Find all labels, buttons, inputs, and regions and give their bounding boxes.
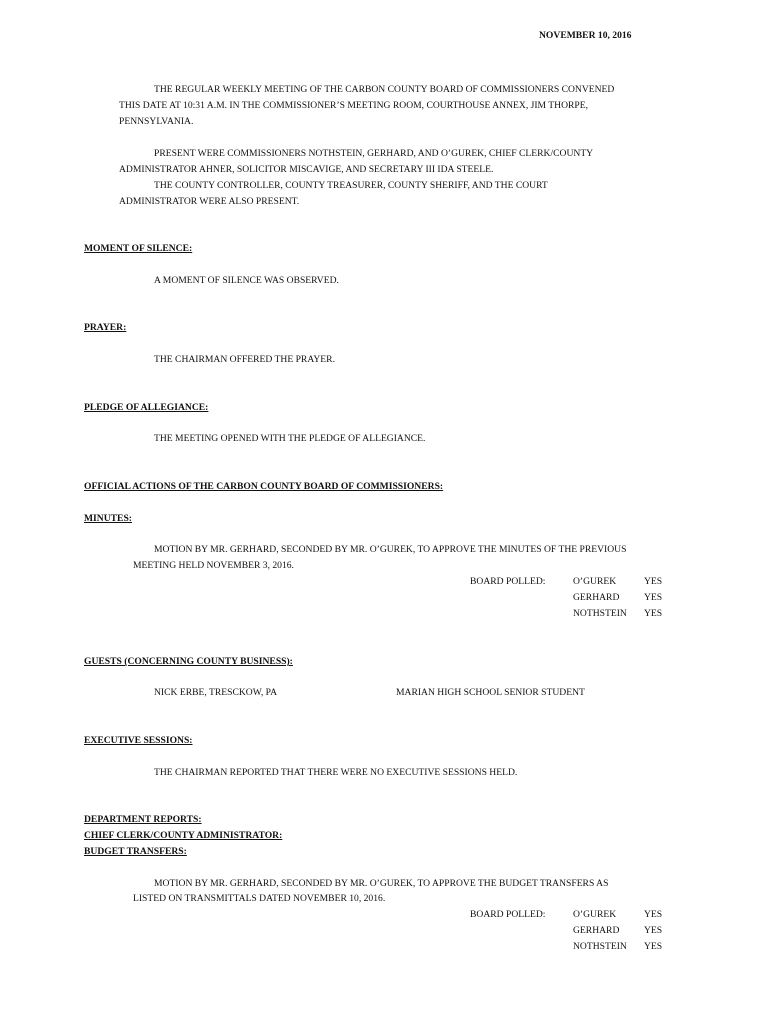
attendance-line: ADMINISTRATOR WERE ALSO PRESENT.	[119, 196, 300, 207]
poll-commissioner-name: GERHARD	[573, 592, 620, 603]
section-heading-official-actions: OFFICIAL ACTIONS OF THE CARBON COUNTY BOARD OF COMMISSIONERS:	[84, 481, 444, 492]
section-heading-pledge: PLEDGE OF ALLEGIANCE:	[84, 402, 209, 413]
section-heading-department-reports: DEPARTMENT REPORTS:	[84, 814, 202, 825]
poll-commissioner-name: NOTHSTEIN	[573, 608, 627, 619]
section-heading-chief-clerk: CHIEF CLERK/COUNTY ADMINISTRATOR:	[84, 830, 283, 841]
board-polled-label: BOARD POLLED:	[470, 909, 546, 920]
poll-vote: YES	[644, 608, 663, 619]
budget-motion-line: LISTED ON TRANSMITTALS DATED NOVEMBER 10, 2016.	[133, 893, 386, 904]
prayer-text: THE CHAIRMAN OFFERED THE PRAYER.	[154, 354, 335, 365]
section-heading-minutes: MINUTES:	[84, 513, 132, 524]
minutes-motion-line: MEETING HELD NOVEMBER 3, 2016.	[133, 560, 294, 571]
guest-name: NICK ERBE, TRESCKOW, PA	[154, 687, 278, 698]
attendance-line: THE COUNTY CONTROLLER, COUNTY TREASURER, COUNTY SHERIFF, AND THE COURT	[154, 180, 548, 191]
section-heading-executive-sessions: EXECUTIVE SESSIONS:	[84, 735, 193, 746]
section-heading-prayer: PRAYER:	[84, 322, 127, 333]
section-heading-moment-of-silence: MOMENT OF SILENCE:	[84, 243, 193, 254]
poll-commissioner-name: GERHARD	[573, 925, 620, 936]
poll-vote: YES	[644, 941, 663, 952]
attendance-line: ADMINISTRATOR AHNER, SOLICITOR MISCAVIGE, AND SECRETARY III IDA STEELE.	[119, 164, 494, 175]
poll-vote: YES	[644, 576, 663, 587]
poll-commissioner-name: O’GUREK	[573, 576, 617, 587]
intro-line: THIS DATE AT 10:31 A.M. IN THE COMMISSIONER’S MEETING ROOM, COURTHOUSE ANNEX, JIM THORPE,	[119, 100, 589, 111]
minutes-motion-line: MOTION BY MR. GERHARD, SECONDED BY MR. O’GUREK, TO APPROVE THE MINUTES OF THE PREVIOUS	[154, 544, 627, 555]
section-heading-budget-transfers: BUDGET TRANSFERS:	[84, 846, 187, 857]
budget-motion-line: MOTION BY MR. GERHARD, SECONDED BY MR. O’GUREK, TO APPROVE THE BUDGET TRANSFERS AS	[154, 878, 609, 889]
poll-vote: YES	[644, 925, 663, 936]
intro-line: PENNSYLVANIA.	[119, 116, 194, 127]
guest-description: MARIAN HIGH SCHOOL SENIOR STUDENT	[396, 687, 585, 698]
pledge-text: THE MEETING OPENED WITH THE PLEDGE OF ALLEGIANCE.	[154, 433, 426, 444]
attendance-line: PRESENT WERE COMMISSIONERS NOTHSTEIN, GERHARD, AND O’GUREK, CHIEF CLERK/COUNTY	[154, 148, 594, 159]
poll-commissioner-name: NOTHSTEIN	[573, 941, 627, 952]
intro-line: THE REGULAR WEEKLY MEETING OF THE CARBON COUNTY BOARD OF COMMISSIONERS CONVENED	[154, 84, 615, 95]
meeting-date: NOVEMBER 10, 2016	[539, 30, 632, 41]
board-polled-label: BOARD POLLED:	[470, 576, 546, 587]
poll-vote: YES	[644, 909, 663, 920]
poll-vote: YES	[644, 592, 663, 603]
section-heading-guests: GUESTS (CONCERNING COUNTY BUSINESS):	[84, 656, 293, 667]
executive-sessions-text: THE CHAIRMAN REPORTED THAT THERE WERE NO EXECUTIVE SESSIONS HELD.	[154, 767, 518, 778]
poll-commissioner-name: O’GUREK	[573, 909, 617, 920]
moment-text: A MOMENT OF SILENCE WAS OBSERVED.	[154, 275, 339, 286]
